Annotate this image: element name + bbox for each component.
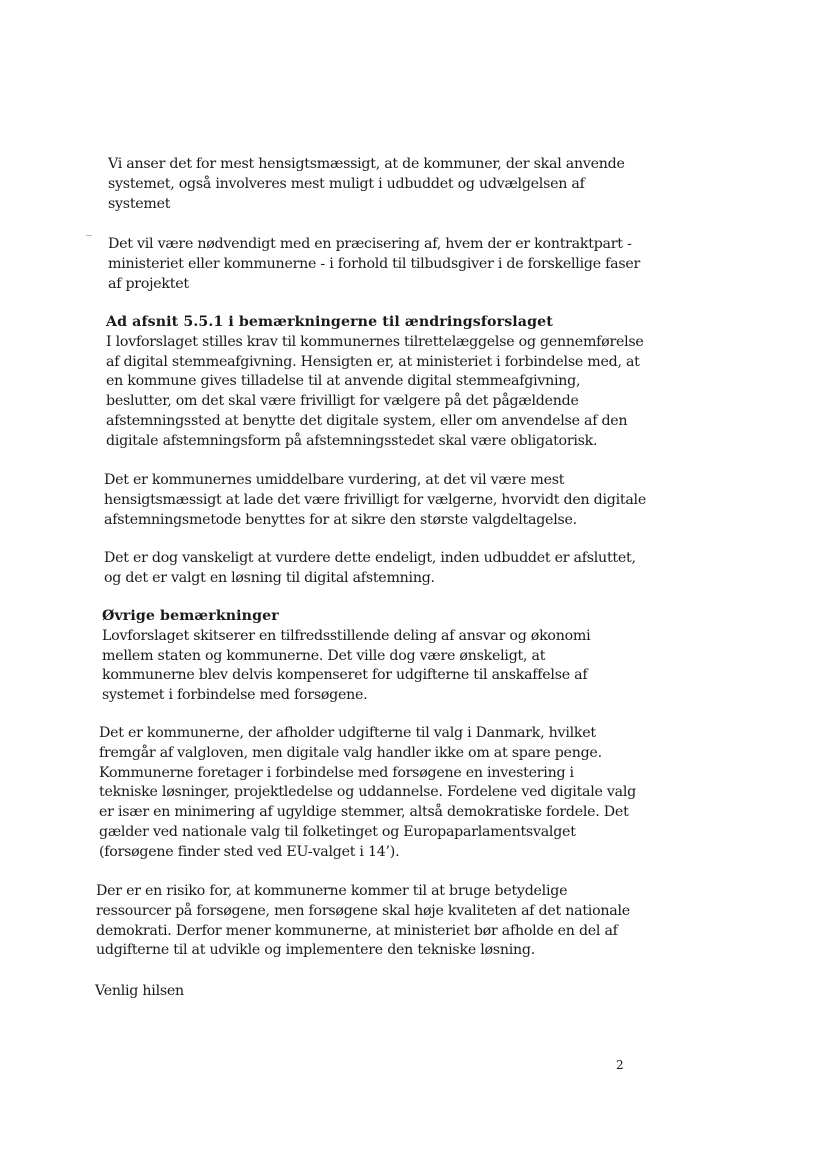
text-line: mellem staten og kommunerne. Det ville dog være ønskeligt, at bbox=[102, 647, 546, 664]
text-line: Det er dog vanskeligt at vurdere dette endeligt, inden udbuddet er afsluttet, bbox=[104, 550, 636, 566]
text-line: af digital stemmeafgivning. Hensigten er, at ministeriet i forbindelse med, at bbox=[106, 353, 640, 370]
section-heading: Ad afsnit 5.5.1 i bemærkningerne til ændringsforslaget bbox=[106, 314, 553, 330]
paragraph-risk bbox=[96, 882, 630, 961]
scan-artifact bbox=[86, 235, 92, 236]
paragraph-involvement bbox=[108, 155, 625, 214]
text-line: systemet bbox=[108, 195, 171, 212]
text-line: systemet, også involveres mest muligt i udbuddet og udvælgelsen af bbox=[108, 175, 585, 192]
text-line: Det er kommunerne, der afholder udgifterne til valg i Danmark, hvilket bbox=[99, 725, 596, 741]
text-line: Det er kommunernes umiddelbare vurdering, at det vil være mest bbox=[104, 472, 565, 488]
paragraph-contract-party bbox=[108, 235, 640, 294]
text-line: en kommune gives tilladelse til at anvende digital stemmeafgivning, bbox=[106, 373, 581, 390]
text-line: afstemningsmetode benyttes for at sikre den største valgdeltagelse. bbox=[104, 511, 577, 528]
text-line: Kommunerne foretager i forbindelse med forsøgene en investering i bbox=[99, 764, 574, 781]
paragraph-assessment bbox=[104, 471, 646, 530]
text-line: Vi anser det for mest hensigtsmæssigt, at de kommuner, der skal anvende bbox=[108, 156, 625, 172]
text-line: og det er valgt en løsning til digital afstemning. bbox=[104, 569, 435, 586]
closing-greeting bbox=[95, 982, 184, 1002]
section-5-5-1 bbox=[106, 313, 644, 452]
text-line: Der er en risiko for, at kommunerne kommer til at bruge betydelige bbox=[96, 883, 568, 899]
text-line: Det vil være nødvendigt med en præcisering af, hvem der er kontraktpart - bbox=[108, 236, 632, 252]
text-line: er især en minimering af ugyldige stemmer, altså demokratiske fordele. Det bbox=[99, 804, 629, 821]
text-line: (forsøgene finder sted ved EU-valget i 14’). bbox=[99, 843, 400, 860]
text-line: beslutter, om det skal være frivilligt for vælgere på det pågældende bbox=[106, 393, 579, 410]
text-line: systemet i forbindelse med forsøgene. bbox=[102, 687, 368, 704]
text-line: hensigtsmæssigt at lade det være frivilligt for vælgerne, hvorvidt den digitale bbox=[104, 491, 646, 508]
text-line: Lovforslaget skitserer en tilfredsstillende deling af ansvar og økonomi bbox=[102, 627, 591, 644]
text-line: kommunerne blev delvis kompenseret for udgifterne til anskaffelse af bbox=[102, 667, 588, 684]
paragraph-difficulty bbox=[104, 549, 636, 589]
text-line: tekniske løsninger, projektledelse og uddannelse. Fordelene ved digitale valg bbox=[99, 784, 637, 801]
section-other-remarks bbox=[102, 607, 590, 706]
text-line: afstemningssted at benytte det digitale system, eller om anvendelse af den bbox=[106, 412, 628, 429]
page-number: 2 bbox=[616, 1058, 624, 1072]
text-line: Venlig hilsen bbox=[95, 983, 184, 999]
text-line: ressourcer på forsøgene, men forsøgene skal høje kvaliteten af det nationale bbox=[96, 902, 630, 919]
text-line: digitale afstemningsform på afstemningsstedet skal være obligatorisk. bbox=[106, 432, 598, 449]
text-line: gælder ved nationale valg til folketinget og Europaparlamentsvalget bbox=[99, 823, 576, 840]
text-line: I lovforslaget stilles krav til kommunernes tilrettelæggelse og gennemførelse bbox=[106, 333, 644, 350]
text-line: ministeriet eller kommunerne - i forhold til tilbudsgiver i de forskellige faser bbox=[108, 255, 641, 272]
section-heading: Øvrige bemærkninger bbox=[102, 608, 279, 624]
text-line: af projektet bbox=[108, 275, 189, 292]
paragraph-costs bbox=[99, 724, 636, 863]
text-line: fremgår af valgloven, men digitale valg handler ikke om at spare penge. bbox=[99, 744, 602, 761]
text-line: demokrati. Derfor mener kommunerne, at ministeriet bør afholde en del af bbox=[96, 922, 618, 939]
text-line: udgifterne til at udvikle og implementere den tekniske løsning. bbox=[96, 942, 535, 959]
